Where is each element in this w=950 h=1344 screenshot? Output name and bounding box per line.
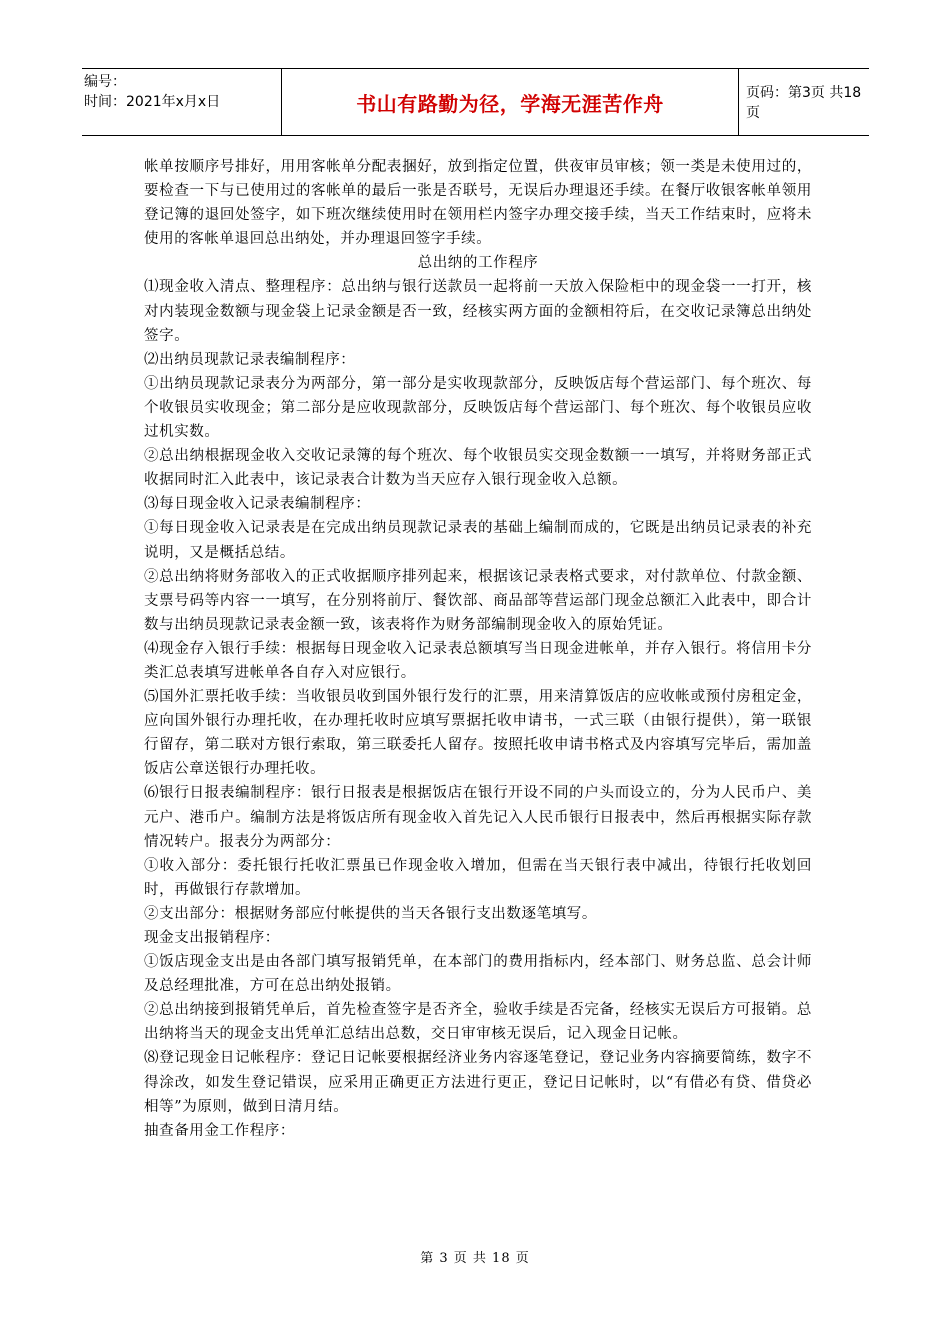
page-header: [82, 68, 869, 136]
header-meta: [82, 69, 282, 135]
paragraph: ⑷现金存入银行手续：根据每日现金收入记录表总额填写当日现金进帐单，并存入银行。将信用卡分类汇总表填写进帐单各自存入对应银行。: [144, 640, 812, 681]
paragraph: ②总出纳接到报销凭单后，首先检查签字是否齐全，验收手续是否完备，经核实无误后方可报销。总出纳将当天的现金支出凭单汇总结出总数，交日审审核无误后，记入现金日记帐。: [144, 1002, 812, 1043]
paragraph: ①饭店现金支出是由各部门填写报销凭单，在本部门的费用指标内，经本部门、财务总监、总会计师及总经理批准，方可在总出纳处报销。: [144, 954, 812, 995]
paragraph: 帐单按顺序号排好，用用客帐单分配表捆好，放到指定位置，供夜审员审核；领一类是未使用过的，要检查一下与已使用过的客帐单的最后一张是否联号，无误后办理退还手续。在餐厅收银客帐单领用登记簿的退回处签字，如下班次继续使用时在领用栏内签字办理交接手续，当天工作结束时，应将未使用的客帐单退回总出纳处，并办理退回签字手续。: [144, 159, 812, 248]
header-motto-cell: [281, 69, 739, 135]
paragraph: ①每日现金收入记录表是在完成出纳员现款记录表的基础上编制而成的，它既是出纳员记录表的补充说明，又是概括总结。: [144, 520, 812, 561]
page-footer: [0, 1247, 950, 1266]
paragraph: ⑵出纳员现款记录表编制程序：: [144, 351, 356, 368]
paragraph: ①出纳员现款记录表分为两部分，第一部分是实收现款部分，反映饭店每个营运部门、每个班次、每个收银员实收现金；第二部分是应收现款部分，反映饭店每个营运部门、每个班次、每个收银员应收过机实数。: [144, 375, 812, 441]
paragraph: ②总出纳根据现金收入交收记录簿的每个班次、每个收银员实交现金数额一一填写，并将财务部正式收据同时汇入此表中，该记录表合计数为当天应存入银行现金收入总额。: [144, 448, 812, 489]
paragraph: ⑸国外汇票托收手续：当收银员收到国外银行发行的汇票，用来清算饭店的应收帐或预付房租定金，应向国外银行办理托收，在办理托收时应填写票据托收申请书，一式三联（由银行提供），第一联银行留存，第二联对方银行索取，第三联委托人留存。按照托收申请书格式及内容填写完毕后，需加盖饭店公章送银行办理托收。: [144, 689, 812, 778]
footer-page-number: 第 3 页 共 18 页: [420, 1251, 530, 1266]
header-motto: 书山有路勤为径，学海无涯苦作舟: [356, 91, 664, 116]
paragraph: ①收入部分：委托银行托收汇票虽已作现金收入增加，但需在当天银行表中减出，待银行托收划回时，再做银行存款增加。: [144, 857, 812, 898]
paragraph: ②总出纳将财务部收入的正式收据顺序排列起来，根据该记录表格式要求，对付款单位、付款金额、支票号码等内容一一填写，在分别将前厅、餐饮部、商品部等营运部门现金总额汇入此表中，即合计数与出纳员现款记录表金额一致，该表将作为财务部编制现金收入的原始凭证。: [144, 568, 812, 633]
paragraph: ⑶每日现金收入记录表编制程序：: [144, 496, 371, 513]
paragraph: ②支出部分：根据财务部应付帐提供的当天各银行支出数逐笔填写。: [144, 905, 597, 922]
header-page-number: 页码：第3页 共18页: [746, 85, 862, 121]
document-date-label: 时间：2021年x月x日: [84, 94, 221, 110]
paragraph: ⑴现金收入清点、整理程序：总出纳与银行送款员一起将前一天放入保险柜中的现金袋一一打开，核对内装现金数额与现金袋上记录金额是否一致，经核实两方面的金额相符后，在交收记录簿总出纳处签字。: [144, 279, 812, 344]
section-title: 总出纳的工作程序: [417, 255, 539, 272]
header-page-cell: [738, 69, 869, 135]
paragraph: 抽查备用金工作程序：: [144, 1122, 295, 1139]
paragraph: ⑻登记现金日记帐程序：登记日记帐要根据经济业务内容逐笔登记，登记业务内容摘要简练，数字不得涂改，如发生登记错误，应采用正确更正方法进行更正，登记日记帐时，以“有借必有贷、借贷必相等”为原则，做到日清月结。: [144, 1050, 812, 1115]
document-number-label: 编号：: [84, 74, 126, 90]
paragraph: ⑹银行日报表编制程序：银行日报表是根据饭店在银行开设不同的户头而设立的，分为人民币户、美元户、港币户。编制方法是将饭店所有现金收入首先记入人民币银行日报表中，然后再根据实际存款情况转户。报表分为两部分：: [144, 785, 812, 850]
document-body: [144, 155, 812, 1143]
paragraph: 现金支出报销程序：: [144, 930, 280, 946]
